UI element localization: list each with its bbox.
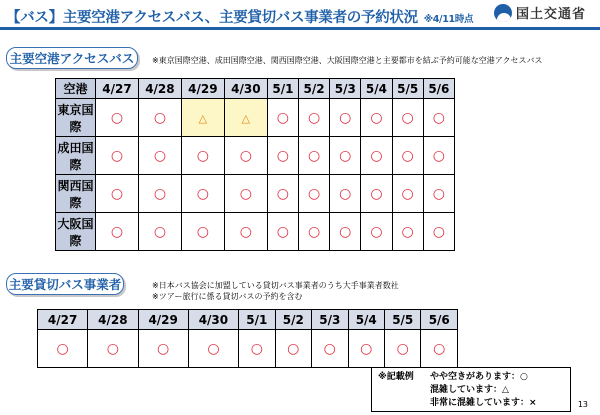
circle-mark: ○ — [339, 147, 352, 164]
legend-items — [430, 371, 537, 410]
charter-section-note-2: ※ツアー旅行に係る貸切バスの予約を含む — [152, 292, 303, 301]
airport-date-header: 5/2 — [299, 79, 330, 99]
availability-cell — [392, 137, 423, 175]
circle-mark: ○ — [370, 109, 383, 126]
airport-reservation-table — [55, 78, 455, 251]
availability-cell — [267, 175, 298, 213]
charter-date-header: 5/1 — [239, 310, 275, 330]
availability-cell — [138, 175, 181, 213]
legend-item-crowded: 混雑しています：△ — [430, 385, 509, 395]
charter-date-header: 5/2 — [275, 310, 311, 330]
title-text: 【バス】主要空港アクセスバス、主要貸切バス事業者の予約状況 — [6, 10, 418, 26]
circle-mark: ○ — [323, 340, 336, 357]
airport-date-header: 5/1 — [267, 79, 298, 99]
circle-mark: ○ — [276, 147, 290, 164]
charter-date-header: 4/30 — [188, 310, 238, 330]
availability-cell — [138, 99, 181, 137]
airport-date-header: 5/6 — [423, 79, 454, 99]
legend-item-very-crowded: 非常に混雑しています：× — [430, 398, 537, 408]
logo-text: 国土交通省 — [515, 7, 586, 22]
circle-mark: ○ — [339, 109, 352, 126]
circle-mark: ○ — [207, 340, 220, 357]
charter-date-header: 4/28 — [88, 310, 138, 330]
triangle-mark: △ — [198, 111, 208, 125]
charter-date-header: 5/3 — [312, 310, 348, 330]
availability-cell — [96, 99, 139, 137]
circle-mark: ○ — [196, 147, 209, 164]
airport-date-header: 4/30 — [224, 79, 267, 99]
airport-table-row — [56, 137, 455, 175]
circle-mark: ○ — [196, 185, 209, 202]
charter-date-header: 4/27 — [38, 310, 88, 330]
availability-cell — [330, 213, 361, 251]
circle-mark: ○ — [106, 340, 119, 357]
availability-cell — [423, 213, 454, 251]
circle-mark: ○ — [110, 109, 124, 126]
circle-mark: ○ — [157, 340, 170, 357]
availability-cell — [348, 330, 384, 368]
airport-section-note: ※東京国際空港、成田国際空港、関西国際空港、大阪国際空港と主要都市を結ぶ予約可能な空港アクセスバス — [152, 56, 543, 65]
circle-mark: ○ — [370, 185, 383, 202]
circle-mark: ○ — [401, 223, 414, 240]
availability-cell — [181, 175, 224, 213]
availability-cell — [96, 137, 139, 175]
circle-mark: ○ — [239, 223, 252, 240]
availability-cell — [392, 175, 423, 213]
date-note: ※4/11時点 — [423, 14, 474, 25]
circle-mark: ○ — [239, 147, 252, 164]
airport-table-row — [56, 175, 455, 213]
page-title — [6, 6, 473, 27]
availability-cell — [361, 213, 392, 251]
availability-cell — [423, 99, 454, 137]
mlit-logo-icon — [494, 4, 512, 22]
circle-mark: ○ — [339, 185, 352, 202]
availability-cell — [267, 99, 298, 137]
availability-cell — [224, 137, 267, 175]
circle-mark: ○ — [433, 340, 446, 357]
airport-date-header: 5/5 — [392, 79, 423, 99]
airport-name: 関西国際 — [56, 175, 96, 213]
availability-cell — [181, 213, 224, 251]
availability-cell — [330, 137, 361, 175]
circle-mark: ○ — [307, 109, 321, 126]
circle-mark: ○ — [239, 185, 252, 202]
circle-mark: ○ — [432, 147, 445, 164]
availability-cell — [385, 330, 421, 368]
availability-cell — [181, 137, 224, 175]
circle-mark: ○ — [401, 185, 414, 202]
airport-column-header: 空港 — [56, 79, 96, 99]
circle-mark: ○ — [56, 340, 69, 357]
circle-mark: ○ — [370, 223, 383, 240]
availability-cell — [181, 99, 224, 137]
circle-mark: ○ — [276, 223, 290, 240]
circle-mark: ○ — [396, 340, 409, 357]
circle-mark: ○ — [307, 147, 321, 164]
airport-date-header: 4/28 — [138, 79, 181, 99]
charter-table-row — [38, 330, 458, 368]
circle-mark: ○ — [370, 147, 383, 164]
circle-mark: ○ — [196, 223, 209, 240]
charter-reservation-table — [37, 309, 458, 368]
availability-cell — [224, 213, 267, 251]
circle-mark: ○ — [360, 340, 373, 357]
circle-mark: ○ — [339, 223, 352, 240]
page-number: 13 — [577, 400, 588, 409]
legend-box — [371, 367, 571, 412]
airport-date-header: 5/4 — [361, 79, 392, 99]
availability-cell — [392, 213, 423, 251]
circle-mark: ○ — [432, 223, 445, 240]
airport-name: 成田国際 — [56, 137, 96, 175]
airport-date-header: 4/29 — [181, 79, 224, 99]
airport-table-row — [56, 213, 455, 251]
circle-mark: ○ — [307, 185, 321, 202]
availability-cell — [138, 330, 188, 368]
availability-cell — [224, 175, 267, 213]
charter-section-note-1: ※日本バス協会に加盟している貸切バス事業者のうち大手事業者数社 — [152, 281, 399, 290]
circle-mark: ○ — [250, 340, 263, 357]
circle-mark: ○ — [287, 340, 300, 357]
charter-date-header: 4/29 — [138, 310, 188, 330]
availability-cell — [423, 175, 454, 213]
availability-cell — [361, 137, 392, 175]
availability-cell — [312, 330, 348, 368]
availability-cell — [239, 330, 275, 368]
airport-date-header: 4/27 — [96, 79, 139, 99]
availability-cell — [138, 137, 181, 175]
circle-mark: ○ — [153, 223, 167, 240]
charter-date-header: 5/6 — [421, 310, 458, 330]
availability-cell — [299, 137, 330, 175]
circle-mark: ○ — [153, 109, 167, 126]
availability-cell — [361, 99, 392, 137]
circle-mark: ○ — [110, 185, 124, 202]
legend-title: ※記載例 — [378, 372, 414, 382]
availability-cell — [224, 99, 267, 137]
charter-table-header-row — [38, 310, 458, 330]
ministry-logo — [494, 3, 586, 22]
availability-cell — [330, 99, 361, 137]
circle-mark: ○ — [276, 185, 290, 202]
circle-mark: ○ — [153, 147, 167, 164]
availability-cell — [330, 175, 361, 213]
airport-name: 東京国際 — [56, 99, 96, 137]
availability-cell — [275, 330, 311, 368]
circle-mark: ○ — [276, 109, 290, 126]
charter-date-header: 5/4 — [348, 310, 384, 330]
availability-cell — [267, 137, 298, 175]
charter-date-header: 5/5 — [385, 310, 421, 330]
availability-cell — [421, 330, 458, 368]
airport-table-header-row — [56, 79, 455, 99]
legend-item-available: やや空きがあります：○ — [430, 372, 528, 382]
availability-cell — [299, 99, 330, 137]
availability-cell — [299, 175, 330, 213]
charter-section-label: 主要貸切バス事業者 — [6, 273, 124, 295]
availability-cell — [188, 330, 238, 368]
circle-mark: ○ — [110, 147, 124, 164]
airport-section-label: 主要空港アクセスバス — [6, 47, 138, 69]
circle-mark: ○ — [110, 223, 124, 240]
availability-cell — [299, 213, 330, 251]
title-divider — [0, 27, 600, 30]
circle-mark: ○ — [401, 109, 414, 126]
availability-cell — [88, 330, 138, 368]
circle-mark: ○ — [307, 223, 321, 240]
availability-cell — [361, 175, 392, 213]
availability-cell — [392, 99, 423, 137]
availability-cell — [267, 213, 298, 251]
availability-cell — [138, 213, 181, 251]
circle-mark: ○ — [401, 147, 414, 164]
availability-cell — [423, 137, 454, 175]
circle-mark: ○ — [432, 185, 445, 202]
airport-name: 大阪国際 — [56, 213, 96, 251]
airport-table-row — [56, 99, 455, 137]
triangle-mark: △ — [241, 111, 251, 125]
availability-cell — [96, 213, 139, 251]
availability-cell — [38, 330, 88, 368]
circle-mark: ○ — [153, 185, 167, 202]
availability-cell — [96, 175, 139, 213]
circle-mark: ○ — [432, 109, 445, 126]
airport-date-header: 5/3 — [330, 79, 361, 99]
